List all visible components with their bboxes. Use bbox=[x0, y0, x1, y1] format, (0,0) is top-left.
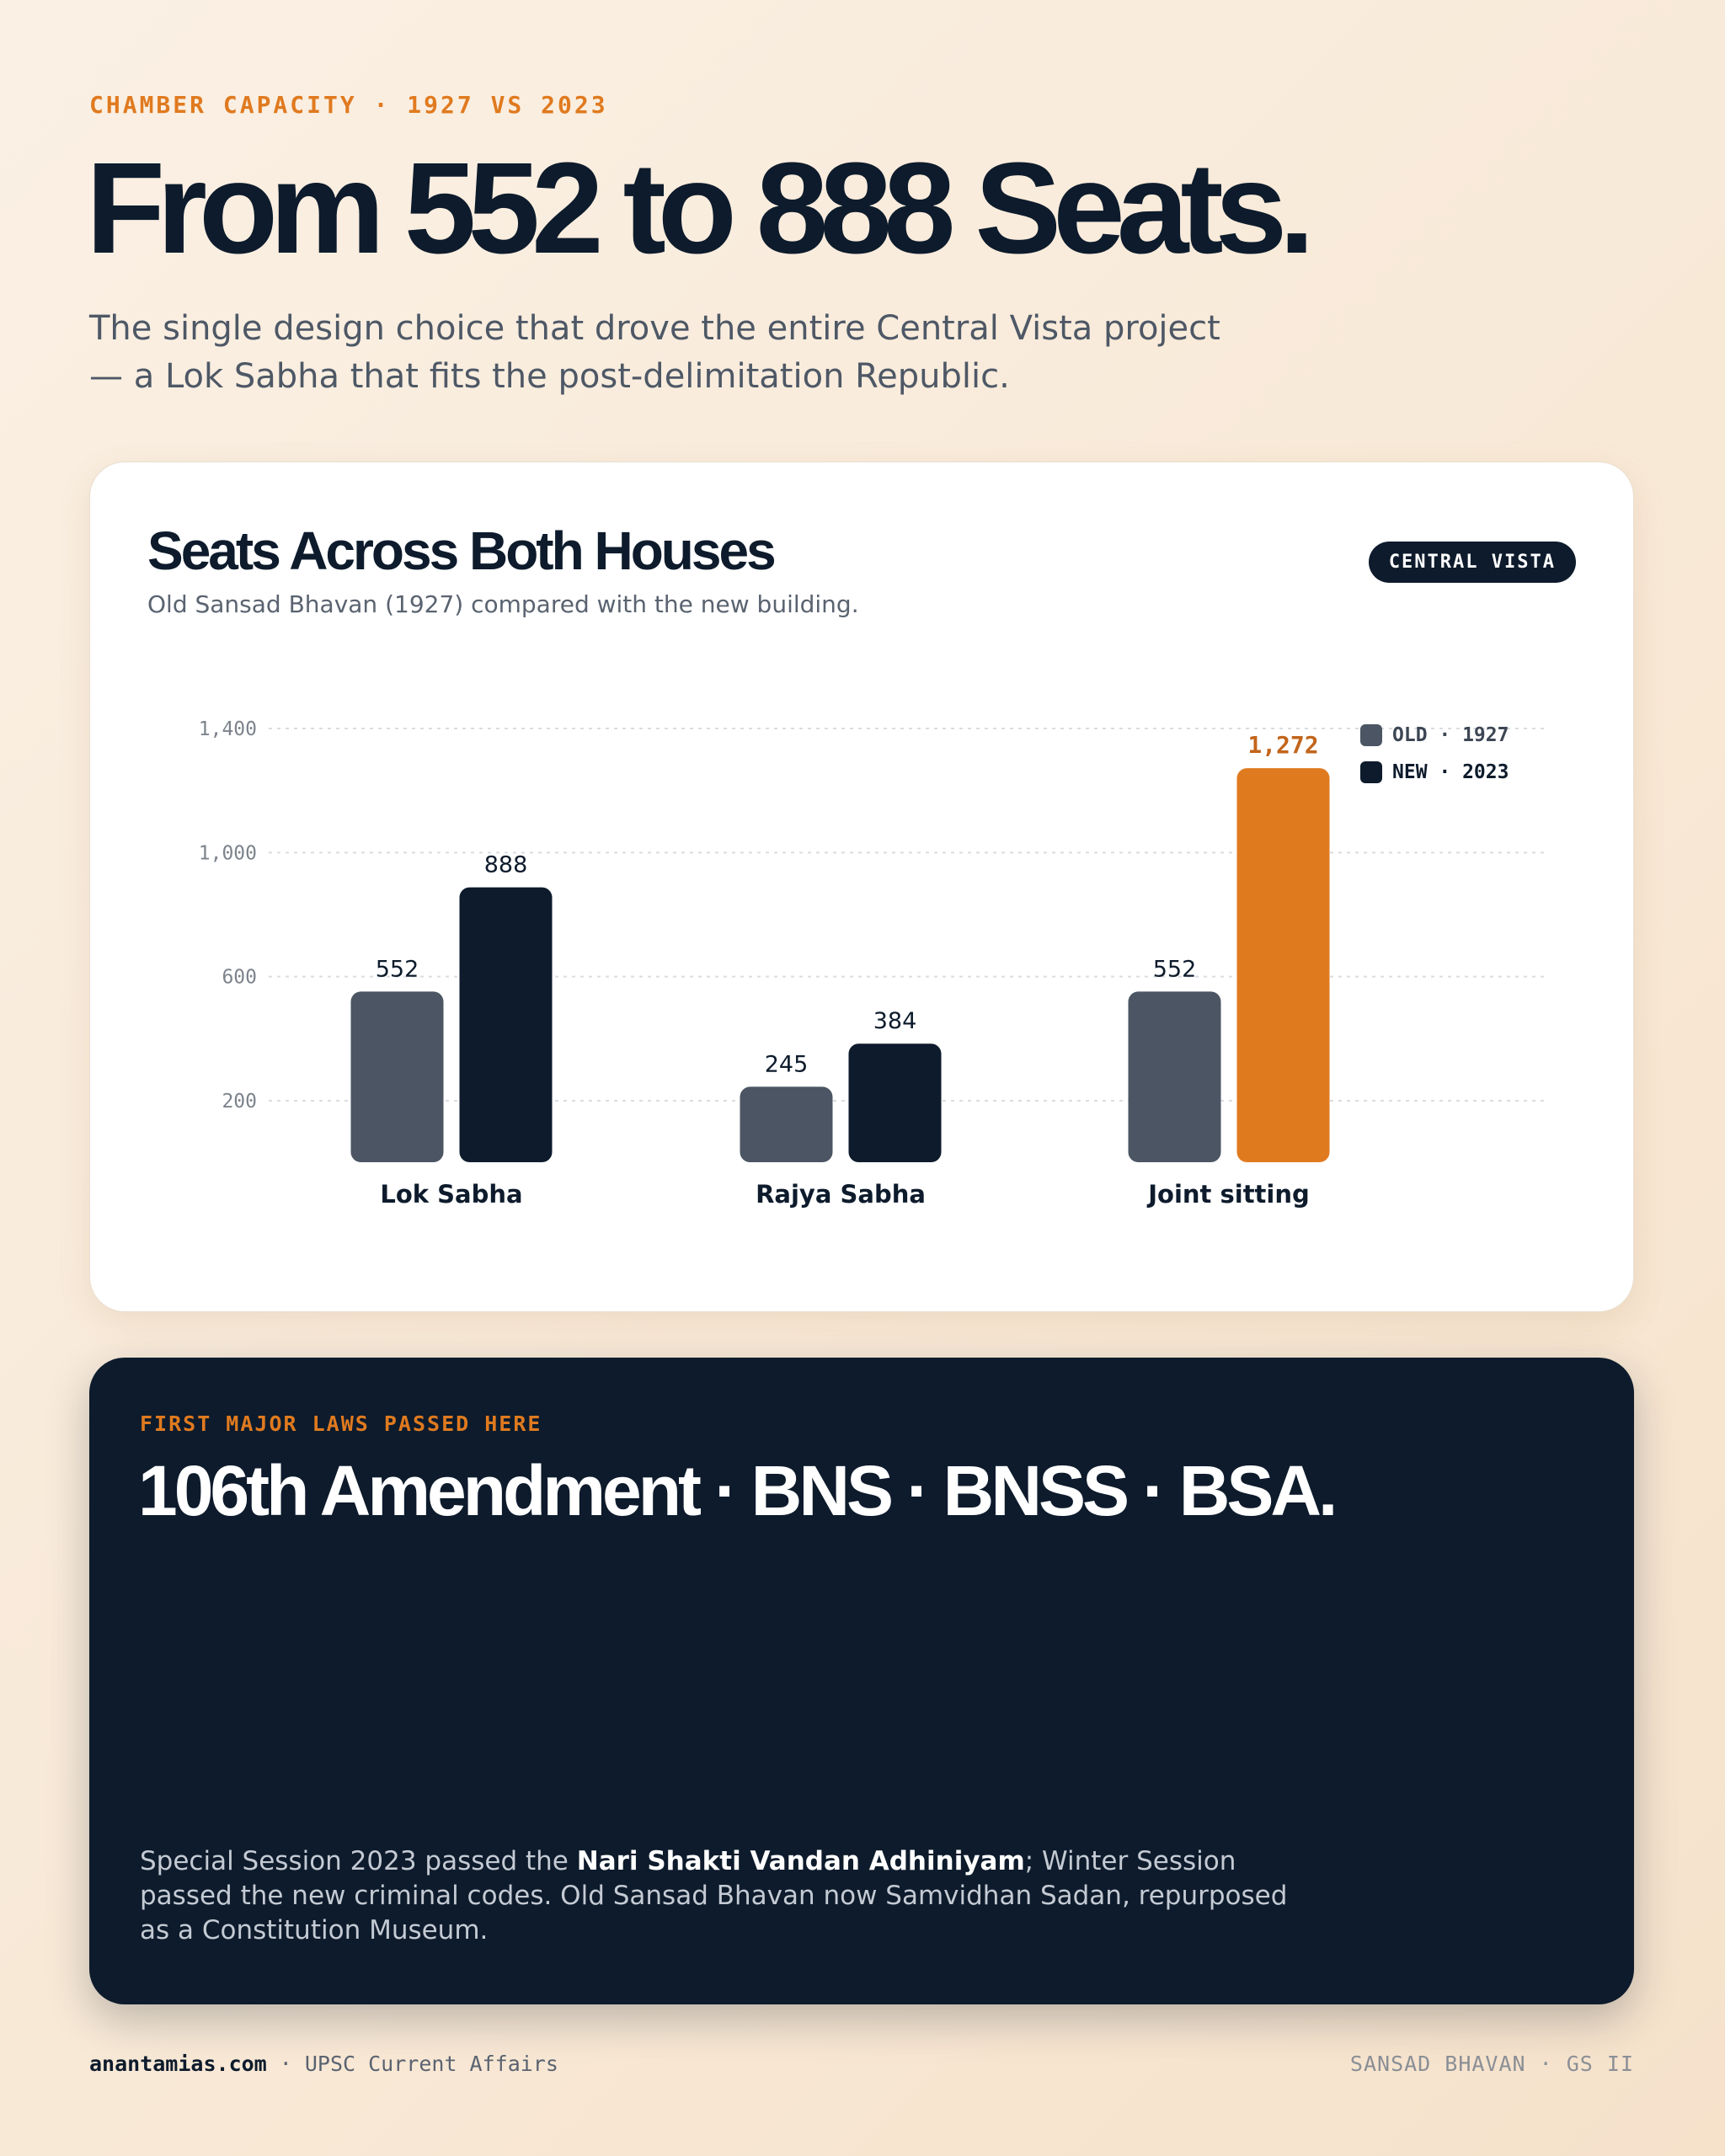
bar-new bbox=[1237, 768, 1330, 1162]
footer-site-link[interactable]: anantamias.com bbox=[89, 2052, 267, 2076]
y-tick-label: 1,400 bbox=[198, 718, 257, 740]
bar-value-label: 552 bbox=[375, 956, 419, 983]
y-tick-label: 1,000 bbox=[198, 842, 257, 865]
chart-legend bbox=[1360, 717, 1509, 791]
page-headline: From 552 to 888 Seats. bbox=[86, 136, 1307, 280]
footer-tagline: UPSC Current Affairs bbox=[304, 2052, 558, 2076]
footer-right: SANSAD BHAVAN · GS II bbox=[1349, 2052, 1634, 2076]
bar-value-label: 384 bbox=[873, 1008, 917, 1035]
laws-body bbox=[140, 1844, 1302, 1948]
laws-body-highlight: Nari Shakti Vandan Adhiniyam bbox=[576, 1846, 1025, 1876]
central-vista-badge: CENTRAL VISTA bbox=[1369, 542, 1576, 583]
chart-subtitle: Old Sansad Bhavan (1927) compared with the new building. bbox=[147, 590, 859, 618]
footer-separator: · bbox=[266, 2052, 305, 2076]
footer-left bbox=[89, 2052, 558, 2076]
legend-item-new bbox=[1360, 754, 1509, 791]
bar-old bbox=[1129, 991, 1221, 1162]
bar-value-label: 888 bbox=[483, 851, 528, 878]
laws-eyebrow: FIRST MAJOR LAWS PASSED HERE bbox=[140, 1412, 542, 1436]
legend-swatch-old bbox=[1360, 724, 1382, 746]
bar-value-label: 1,272 bbox=[1247, 731, 1319, 760]
y-tick-label: 600 bbox=[222, 966, 257, 989]
laws-body-start: Special Session 2023 passed the bbox=[140, 1846, 577, 1876]
x-category-label: Rajya Sabha bbox=[756, 1180, 926, 1209]
x-category-label: Lok Sabha bbox=[380, 1180, 523, 1209]
laws-title: 106th Amendment · BNS · BNSS · BSA. bbox=[138, 1451, 1335, 1530]
laws-card bbox=[89, 1358, 1634, 2004]
bar-value-label: 552 bbox=[1152, 956, 1197, 983]
x-category-label: Joint sitting bbox=[1148, 1180, 1310, 1209]
legend-label-new: NEW · 2023 bbox=[1392, 761, 1509, 783]
bar-new bbox=[460, 888, 553, 1162]
chart-card bbox=[89, 462, 1634, 1312]
legend-item-old bbox=[1360, 717, 1509, 754]
bar-chart bbox=[90, 462, 1635, 1313]
laws-body-end: ; Winter Session passed the new criminal codes. Old Sansad Bhavan now Samvidhan Sadan, repurposed as a Constitution Museum. bbox=[140, 1846, 1288, 1945]
legend-label-old: OLD · 1927 bbox=[1392, 724, 1509, 746]
chart-title: Seats Across Both Houses bbox=[147, 520, 774, 581]
bar-old bbox=[740, 1086, 833, 1162]
bar-value-label: 245 bbox=[764, 1051, 809, 1078]
bar-new bbox=[849, 1043, 942, 1162]
eyebrow-label: CHAMBER CAPACITY · 1927 VS 2023 bbox=[89, 91, 608, 119]
bar-old bbox=[351, 991, 444, 1162]
legend-swatch-new bbox=[1360, 761, 1382, 783]
y-tick-label: 200 bbox=[222, 1091, 257, 1113]
page-subtitle: The single design choice that drove the entire Central Vista project — a Lok Sabha that fits the post-delimitation Republic. bbox=[89, 309, 1220, 396]
